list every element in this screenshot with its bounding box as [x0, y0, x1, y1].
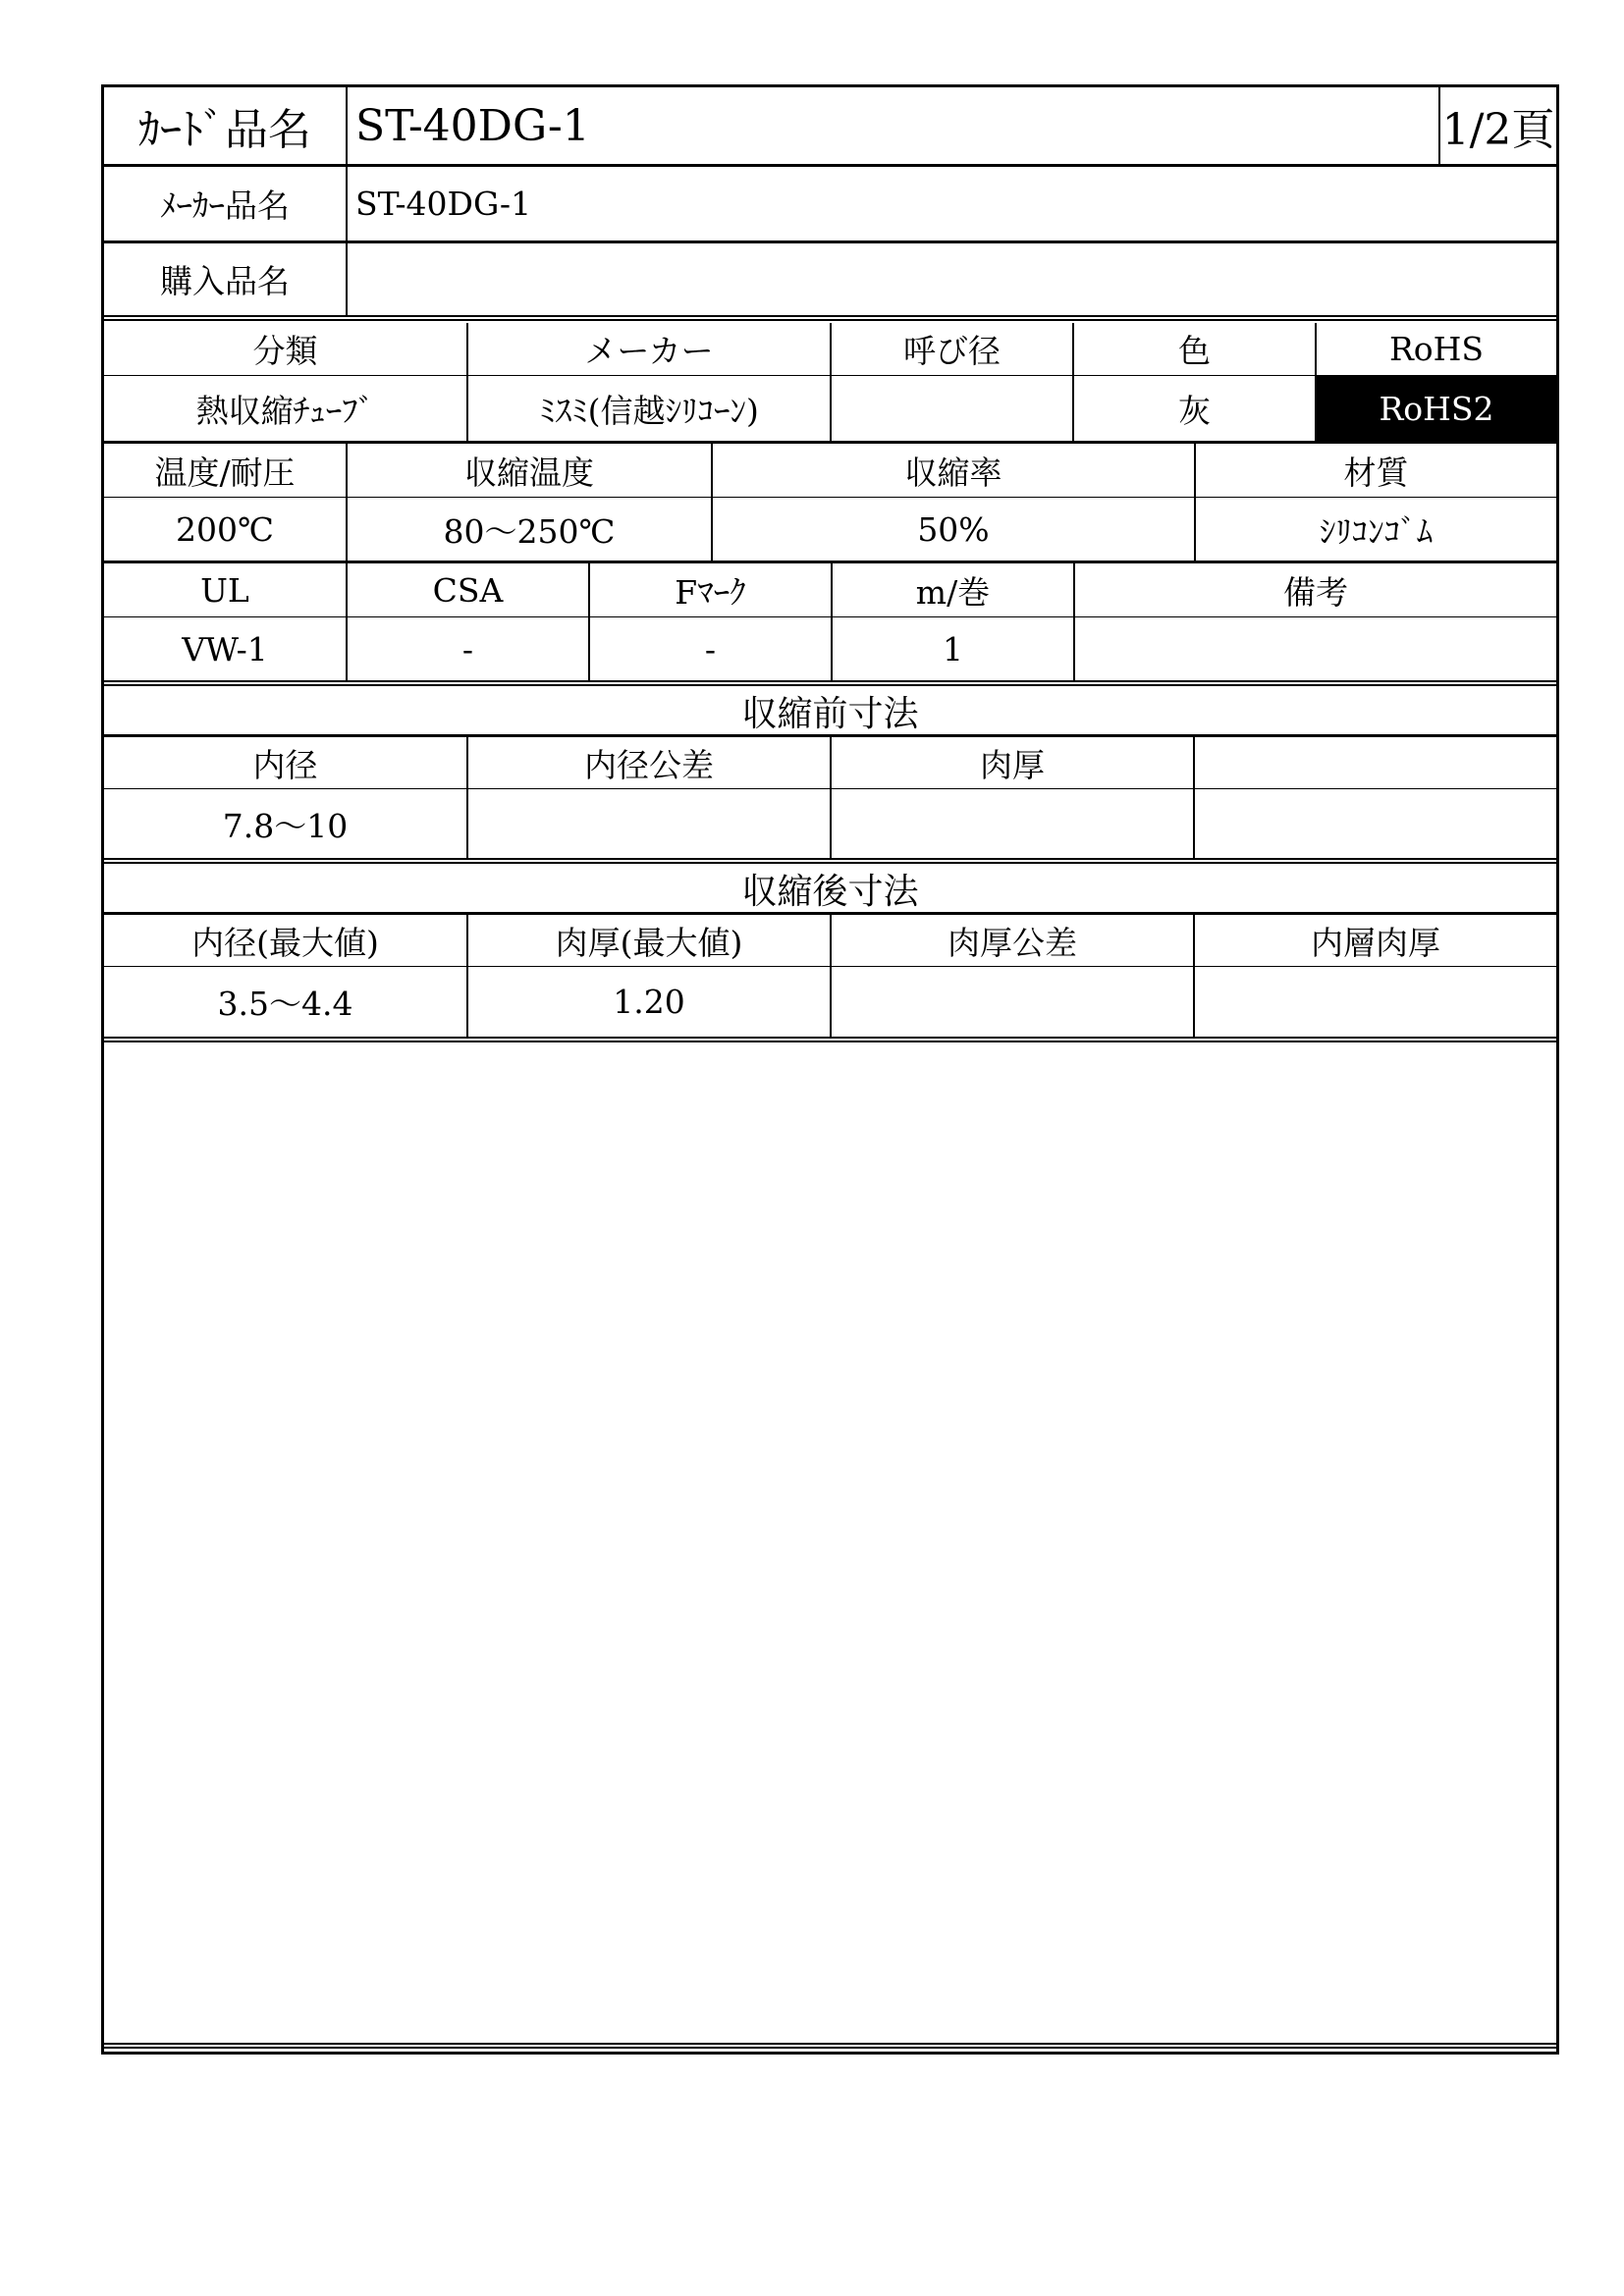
- post-shrink-value-row: [104, 967, 1556, 1037]
- maker-header: メーカー: [468, 323, 832, 375]
- shrink-ratio-header: 収縮率: [713, 444, 1196, 497]
- page-number: 1/2頁: [1441, 105, 1555, 155]
- post-inner-diameter-value: 3.5～4.4: [104, 967, 468, 1037]
- post-wall-thickness-header: 肉厚(最大値): [468, 915, 832, 966]
- inner-layer-thickness-value: [1195, 967, 1556, 1037]
- divider: [104, 2043, 1556, 2049]
- post-wall-thickness-value: 1.20: [468, 967, 832, 1037]
- shrink-ratio-value: 50%: [713, 498, 1196, 561]
- spec2-value-row: [104, 498, 1556, 561]
- material-value: ｼﾘｺﾝｺﾞﾑ: [1319, 511, 1434, 551]
- inner-layer-thickness-header: 内層肉厚: [1311, 923, 1440, 962]
- spec3-value-row: [104, 617, 1556, 680]
- drawing-area: [104, 1044, 1556, 2042]
- per-roll-value: 1: [833, 617, 1075, 680]
- f-mark-header: Fﾏｰｸ: [590, 563, 833, 616]
- post-shrink-title: 収縮後寸法: [741, 872, 919, 912]
- csa-value: -: [348, 617, 590, 680]
- nominal-size-header: 呼び径: [832, 323, 1074, 375]
- maker-name-label: ﾒｰｶｰ品名: [104, 167, 348, 240]
- pre-shrink-title: 収縮前寸法: [741, 694, 919, 734]
- rohs-value: RoHS2: [1317, 376, 1556, 441]
- pre-shrink-header-row: [104, 737, 1556, 788]
- temp-pressure-header: 温度/耐圧: [104, 444, 348, 497]
- purchase-name-value: [348, 243, 1556, 315]
- divider: [104, 858, 1556, 864]
- color-header: 色: [1074, 323, 1317, 375]
- nominal-size-value: [832, 376, 1074, 441]
- material-header: 材質: [1343, 453, 1409, 492]
- divider: [104, 315, 1556, 321]
- f-mark-value: -: [590, 617, 833, 680]
- maker-name-value: ST-40DG-1: [355, 185, 532, 223]
- pre-inner-diameter-tolerance-header: 内径公差: [468, 737, 832, 788]
- per-roll-header: m/巻: [833, 563, 1075, 616]
- spec3-header-row: [104, 563, 1556, 616]
- remarks-value: [1075, 617, 1556, 680]
- post-wall-tolerance-header: 肉厚公差: [832, 915, 1195, 966]
- card-name-value: ST-40DG-1: [348, 87, 1440, 164]
- ul-value: VW-1: [104, 617, 348, 680]
- spec1-value-row: [104, 376, 1556, 441]
- pre-inner-diameter-tolerance-value: [468, 789, 832, 858]
- spec2-header-row: [104, 444, 1556, 497]
- temp-pressure-value: 200℃: [104, 498, 348, 561]
- divider: [104, 1037, 1556, 1042]
- post-wall-tolerance-value: [832, 967, 1195, 1037]
- ul-header: UL: [104, 563, 348, 616]
- shrink-temp-header: 収縮温度: [348, 444, 713, 497]
- post-inner-diameter-header: 内径(最大値): [104, 915, 468, 966]
- spec-sheet: [101, 84, 1559, 2055]
- csa-header: CSA: [348, 563, 590, 616]
- pre-blank-header: [1195, 737, 1556, 788]
- rohs-header: RoHS: [1388, 330, 1485, 368]
- purchase-name-row: [104, 243, 1556, 315]
- divider: [104, 680, 1556, 686]
- post-shrink-title-row: [104, 866, 1556, 912]
- pre-inner-diameter-value: 7.8～10: [104, 789, 468, 858]
- spec1-header-row: [104, 323, 1556, 375]
- pre-wall-thickness-header: 肉厚: [832, 737, 1195, 788]
- maker-value: ﾐｽﾐ(信越ｼﾘｺｰﾝ): [468, 376, 832, 441]
- color-value: 灰: [1074, 376, 1317, 441]
- purchase-name-label: 購入品名: [104, 243, 348, 315]
- post-shrink-header-row: [104, 915, 1556, 966]
- shrink-temp-value: 80～250℃: [348, 498, 713, 561]
- pre-shrink-value-row: [104, 789, 1556, 858]
- pre-shrink-title-row: [104, 688, 1556, 734]
- pre-blank-value: [1195, 789, 1556, 858]
- remarks-header: 備考: [1283, 572, 1348, 612]
- category-header: 分類: [104, 323, 468, 375]
- pre-inner-diameter-header: 内径: [104, 737, 468, 788]
- pre-wall-thickness-value: [832, 789, 1195, 858]
- card-name-label: ｶｰﾄﾞ品名: [104, 87, 348, 164]
- maker-name-row: [104, 167, 1556, 240]
- card-name-row: [104, 87, 1556, 164]
- category-value: 熱収縮ﾁｭｰﾌﾞ: [104, 376, 468, 441]
